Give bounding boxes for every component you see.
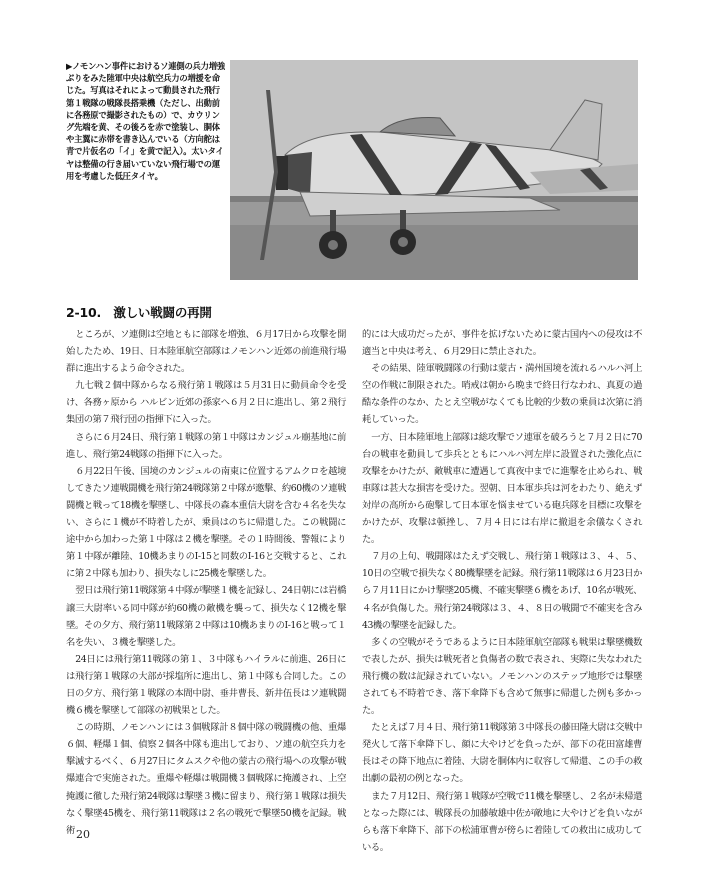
aircraft-photo — [230, 60, 638, 280]
paragraph: また７月12日、飛行第１戦隊が空戦で11機を撃墜し、２名が未帰還となった際には、戦隊長の加藤敏雄中佐が敵地に大やけどを負いながらも落下傘降下、部下の松浦軍曹が傍らに着陸しての救出に成功している。 — [362, 790, 642, 853]
photo-caption: ▶ノモンハン事件におけるソ連側の兵力増強ぶりをみた陸軍中央は航空兵力の増援を命じた。写真はそれによって動員された飛行第１戦隊の戦隊長搭乗機（ただし、出動前に各務原で撮影されたもの）で、カウリング先端を黄、その後ろを赤で塗装し、胴体や主翼に赤帯を書き込んでいる（方向舵は青で片仮名の「イ」を黄で記入）。太いタイヤは整備の行き届いていない飛行場での運用を考慮した低圧タイヤ。 — [66, 61, 225, 181]
text-column-right — [362, 326, 642, 856]
text-column-left — [66, 326, 346, 839]
paragraph: 的には大成功だったが、事件を拡げないために蒙古国内への侵攻は不適当と中央は考え、６月29日に禁止された。 — [362, 329, 642, 358]
aircraft-photo-illustration — [230, 60, 638, 280]
paragraph: 翌日は飛行第11戦隊第４中隊が撃墜１機を記録し、24日朝には岩橋譲三大尉率いる同中隊が約60機の敵機を襲って、損失なく12機を撃墜。その夕方、飛行第11戦隊第２中隊は10機あまりのI-16と戦って１名を失い、３機を撃墜した。 — [66, 585, 346, 648]
paragraph: ところが、ソ連側は空地ともに部隊を増強、６月17日から攻撃を開始したため、19日、日本陸軍航空部隊はノモンハン近郊の前進飛行場群に進出するよう命令された。 — [66, 329, 346, 375]
paragraph: 一方、日本陸軍地上部隊は総攻撃でソ連軍を破ろうと７月２日に70台の戦車を動員して歩兵とともにハルハ河左岸に設置された強化点に攻撃をかけたが、敵戦車に遭遇して真夜中までに進撃を止められ、戦車隊は甚大な損害を受けた。翌朝、日本軍歩兵は河をわたり、絶えず対岸の高所から砲撃して日本軍を悩ませている砲兵隊を目標に攻撃をかけたが、攻撃は頓挫し、７月４日には右岸に撤退を余儀なくされた。 — [362, 431, 642, 546]
paragraph: ６月22日午後、国境のカンジュルの南東に位置するアムクロを越境してきたソ連戦闘機を飛行第24戦隊第２中隊が邀撃、約60機のソ連戦闘機と戦って18機を撃墜し、中隊長の森本重信大尉を含む４名を失ない、さらに１機が不時着したが、乗員はのちに帰還した。この戦闘に途中から加わった第１中隊は２機を撃墜。その１時間後、警報により第１中隊が離陸、10機あまりのI-15と同数のI-16と交戦すると、これに第２中隊も加わり、損失なしに25機を撃墜した。 — [66, 465, 346, 580]
paragraph: その結果、陸軍戦闘隊の行動は蒙古・満州国境を流れるハルハ河上空の作戦に制限された。哨戒は朝から晩まで終日行なわれ、真夏の過酷な条件のなか、たとえ空戦がなくても比較的少数の乗員は次第に消耗していった。 — [362, 363, 642, 426]
paragraph: 九七戦２個中隊からなる飛行第１戦隊は５月31日に動員命令を受け、各務ヶ原から ハルビン近郊の孫家へ６月２日に進出し、第２飛行集団の第７飛行団の指揮下に入った。 — [66, 380, 346, 426]
paragraph: この時期、ノモンハンには３個戦隊計８個中隊の戦闘機の他、重爆６個、軽爆１個、偵察２個各中隊も進出しており、ソ連の航空兵力を撃滅するべく、６月27日にタムスクや他の蒙古の飛行場への攻撃が戦爆連合で実施された。重爆や軽爆は戦闘機３個戦隊に掩護され、上空掩護に徹した飛行第24戦隊は撃墜３機に留まり、飛行第１戦隊は損失なく撃墜45機を、飛行第11戦隊は２名の戦死で撃墜50機を記録。戦術 — [66, 722, 346, 836]
paragraph: たとえば７月４日、飛行第11戦隊第３中隊長の藤田隆大尉は交戦中発火して落下傘降下し、顔に大やけどを負ったが、部下の花田富雄曹長はその降下地点に着陸、大尉を胴体内に収容して帰還、この手の救出劇の最初の例となった。 — [362, 722, 642, 785]
paragraph: 多くの空戦がそうであるように日本陸軍航空部隊も戦果は撃墜機数で表したが、損失は戦死者と負傷者の数で表され、実際に失なわれた飛行機の数は記録されていない。ノモンハンのステップ地形では撃墜されても不時着でき、落下傘降下も含めて無事に帰還した例も多かった。 — [362, 636, 642, 717]
paragraph: さらに６月24日、飛行第１戦隊の第１中隊はカンジュル廟基地に前進し、飛行第24戦隊の指揮下に入った。 — [66, 431, 346, 460]
paragraph: 24日には飛行第11戦隊の第１、３中隊もハイラルに前進、26日には飛行第１戦隊の大部が採塩所に進出し、第１中隊も合同した。この日の夕方、飛行第１戦隊の本間中尉、垂井曹長、新井伍長はソ連戦闘機６機を撃墜して部隊の初戦果とした。 — [66, 653, 346, 717]
paragraph: ７月の上旬、戦闘隊はたえず交戦し、飛行第１戦隊は３、４、５、10日の空戦で損失なく80機撃墜を記録。飛行第11戦隊は６月23日から７月11日にかけ撃墜205機、不確実撃墜６機をあげ、10名が戦死、４名が負傷した。飛行第24戦隊は３、４、８日の戦闘で不確実を含み43機の撃墜を記録した。 — [362, 551, 642, 631]
page-number: 20 — [76, 828, 90, 841]
section-title: 2-10. 激しい戦闘の再開 — [66, 305, 212, 320]
